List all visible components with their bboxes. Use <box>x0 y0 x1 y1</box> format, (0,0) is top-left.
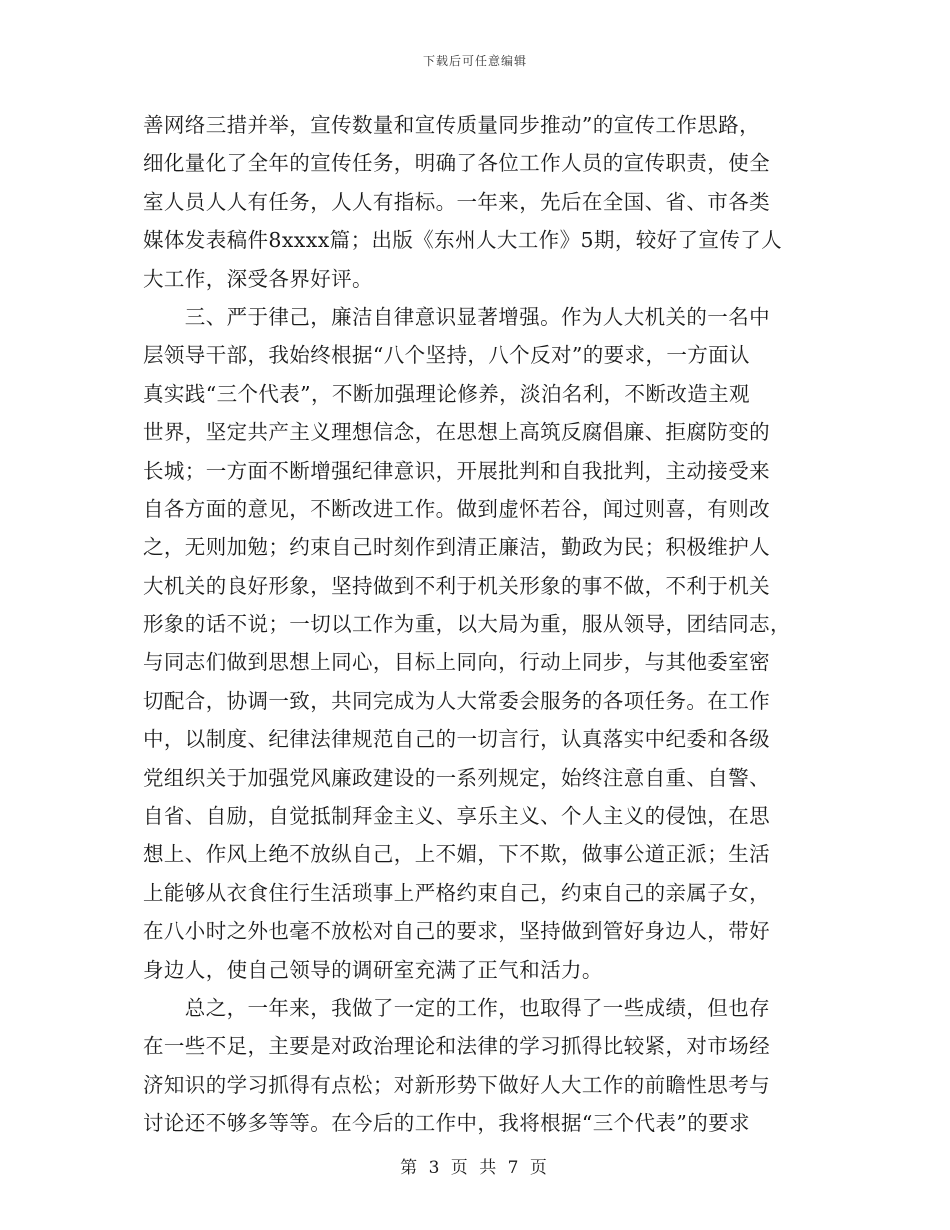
text-line: 党组织关于加强党风廉政建设的一系列规定，始终注意自重、自警、 <box>143 765 770 790</box>
text-line: 善网络三措并举，宣传数量和宣传质量同步推动”的宣传工作思路， <box>143 113 760 137</box>
text-line: 媒体发表稿件8xxxx篇；出版《东州人大工作》5期，较好了宣传了人 <box>143 228 783 253</box>
text-line: 大工作，深受各界好评。 <box>143 266 373 291</box>
text-line: 在八小时之外也毫不放松对自己的要求，坚持做到管好身边人，带好 <box>143 919 770 944</box>
page-number-footer: 第 3 页 共 7 页 <box>400 1158 550 1178</box>
text-line: 世界，坚定共产主义理想信念，在思想上高筑反腐倡廉、拒腐防变的 <box>143 420 770 445</box>
text-line: 大机关的良好形象，坚持做到不利于机关形象的事不做，不利于机关 <box>143 573 770 598</box>
text-line: 真实践“三个代表”，不断加强理论修养，淡泊名利，不断改造主观 <box>143 381 750 406</box>
text-line: 中，以制度、纪律法律规范自己的一切言行，认真落实中纪委和各级 <box>143 727 770 752</box>
text-line: 细化量化了全年的宣传任务，明确了各位工作人员的宣传职责，使全 <box>143 151 770 176</box>
text-line: 层领导干部，我始终根据“八个坚持，八个反对”的要求，一方面认 <box>143 343 750 368</box>
text-line: 济知识的学习抓得有点松；对新形势下做好人大工作的前瞻性思考与 <box>143 1072 770 1097</box>
text-line: 与同志们做到思想上同心，目标上同向，行动上同步，与其他委室密 <box>143 650 770 675</box>
text-line: 自省、自励，自觉抵制拜金主义、享乐主义、个人主义的侵蚀，在思 <box>143 804 770 829</box>
text-line: 形象的话不说；一切以工作为重，以大局为重，服从领导，团结同志， <box>143 612 791 637</box>
page-header: 下载后可任意编辑 <box>422 54 527 68</box>
text-line: 之，无则加勉；约束自己时刻作到清正廉洁，勤政为民；积极维护人 <box>143 535 770 560</box>
text-line: 在一些不足，主要是对政治理论和法律的学习抓得比较紧，对市场经 <box>143 1034 770 1059</box>
text-line: 想上、作风上绝不放纵自己，上不媚，下不欺，做事公道正派；生活 <box>143 842 770 867</box>
text-line: 室人员人人有任务，人人有指标。一年来，先后在全国、省、市各类 <box>143 189 770 214</box>
text-line: 长城；一方面不断增强纪律意识，开展批判和自我批判，主动接受来 <box>143 458 770 483</box>
paragraph-start-line: 三、严于律己，廉洁自律意识显著增强。作为人大机关的一名中 <box>143 304 770 329</box>
document-body <box>143 106 803 1143</box>
text-line: 自各方面的意见，不断改进工作。做到虚怀若谷，闻过则喜，有则改 <box>143 496 770 521</box>
text-line: 切配合，协调一致，共同完成为人大常委会服务的各项任务。在工作 <box>143 688 770 713</box>
text-line: 讨论还不够多等等。在今后的工作中，我将根据“三个代表”的要求 <box>143 1111 750 1136</box>
text-line: 上能够从衣食住行生活琐事上严格约束自己，约束自己的亲属子女， <box>143 880 770 905</box>
text-line: 身边人，使自己领导的调研室充满了正气和活力。 <box>143 957 603 982</box>
paragraph-start-line: 总之，一年来，我做了一定的工作，也取得了一些成绩，但也存 <box>143 995 770 1020</box>
